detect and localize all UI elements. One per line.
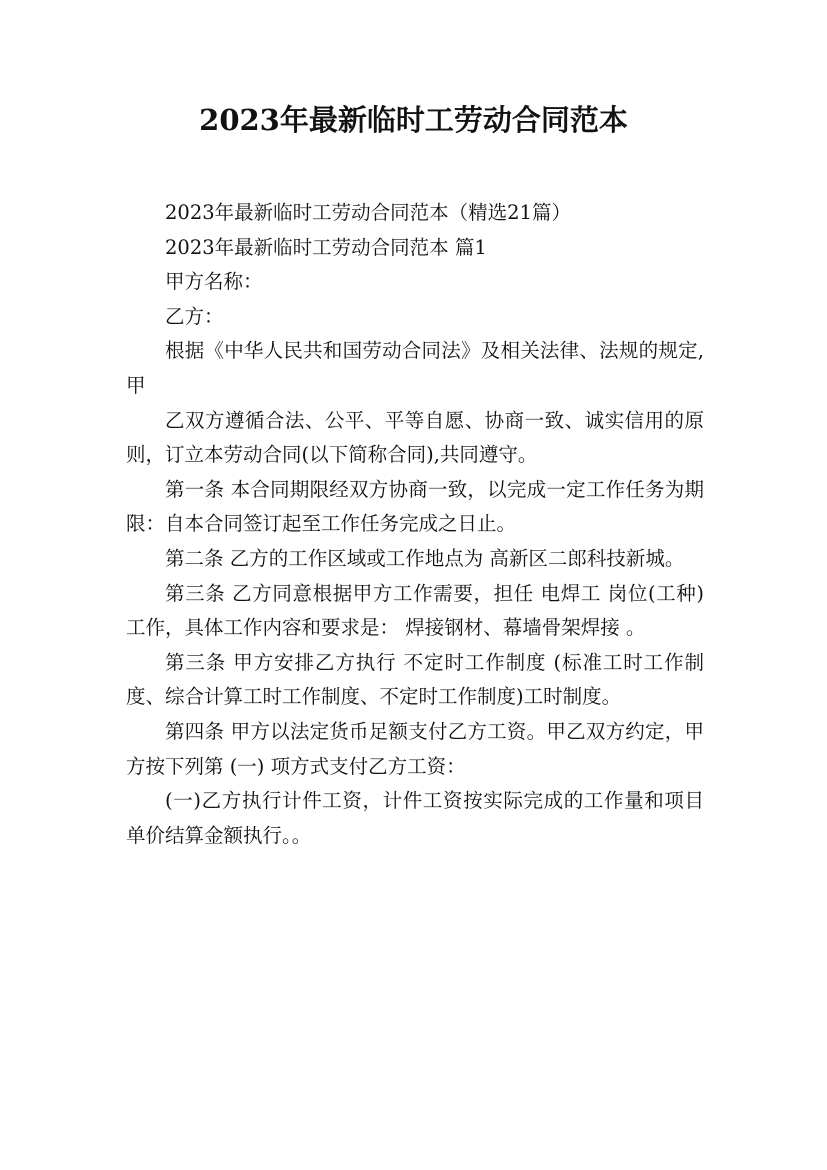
paragraph-article-3-hours: 第三条 甲方安排乙方执行 不定时工作制度 (标准工时工作制度、综合计算工时工作制度、不定时工作制度)工时制度。 bbox=[126, 650, 704, 709]
paragraph-piece-rate: (一)乙方执行计件工资，计件工资按实际完成的工作量和项目单价结算金额执行。。 bbox=[126, 789, 704, 847]
document-body bbox=[126, 196, 704, 853]
paragraph-article-4: 第四条 甲方以法定货币足额支付乙方工资。甲乙双方约定，甲方按下列第 (一) 项方式支付乙方工资： bbox=[126, 719, 704, 778]
paragraph-party-b: 乙方： bbox=[165, 304, 224, 328]
paragraph-subtitle: 2023年最新临时工劳动合同范本（精选21篇） bbox=[165, 201, 571, 224]
paragraph-section-heading: 2023年最新临时工劳动合同范本 篇1 bbox=[165, 235, 487, 259]
paragraph-legal-basis: 根据《中华人民共和国劳动合同法》及相关法律、法规的规定,甲 bbox=[126, 339, 704, 397]
paragraph-party-a: 甲方名称： bbox=[165, 270, 263, 294]
paragraph-article-2: 第二条 乙方的工作区域或工作地点为 高新区二郎科技新城。 bbox=[165, 546, 685, 570]
paragraph-article-1: 第一条 本合同期限经双方协商一致，以完成一定工作任务为期限：自本合同签订起至工作任务完成之日止。 bbox=[126, 477, 704, 536]
paragraph-principles: 乙双方遵循合法、公平、平等自愿、协商一致、诚实信用的原则，订立本劳动合同(以下简称合同),共同遵守。 bbox=[126, 408, 704, 467]
document-title: 2023年最新临时工劳动合同范本 bbox=[199, 103, 628, 137]
paragraph-article-3-position: 第三条 乙方同意根据甲方工作需要，担任 电焊工 岗位(工种)工作，具体工作内容和要求是： 焊接钢材、幕墙骨架焊接 。 bbox=[126, 581, 704, 640]
